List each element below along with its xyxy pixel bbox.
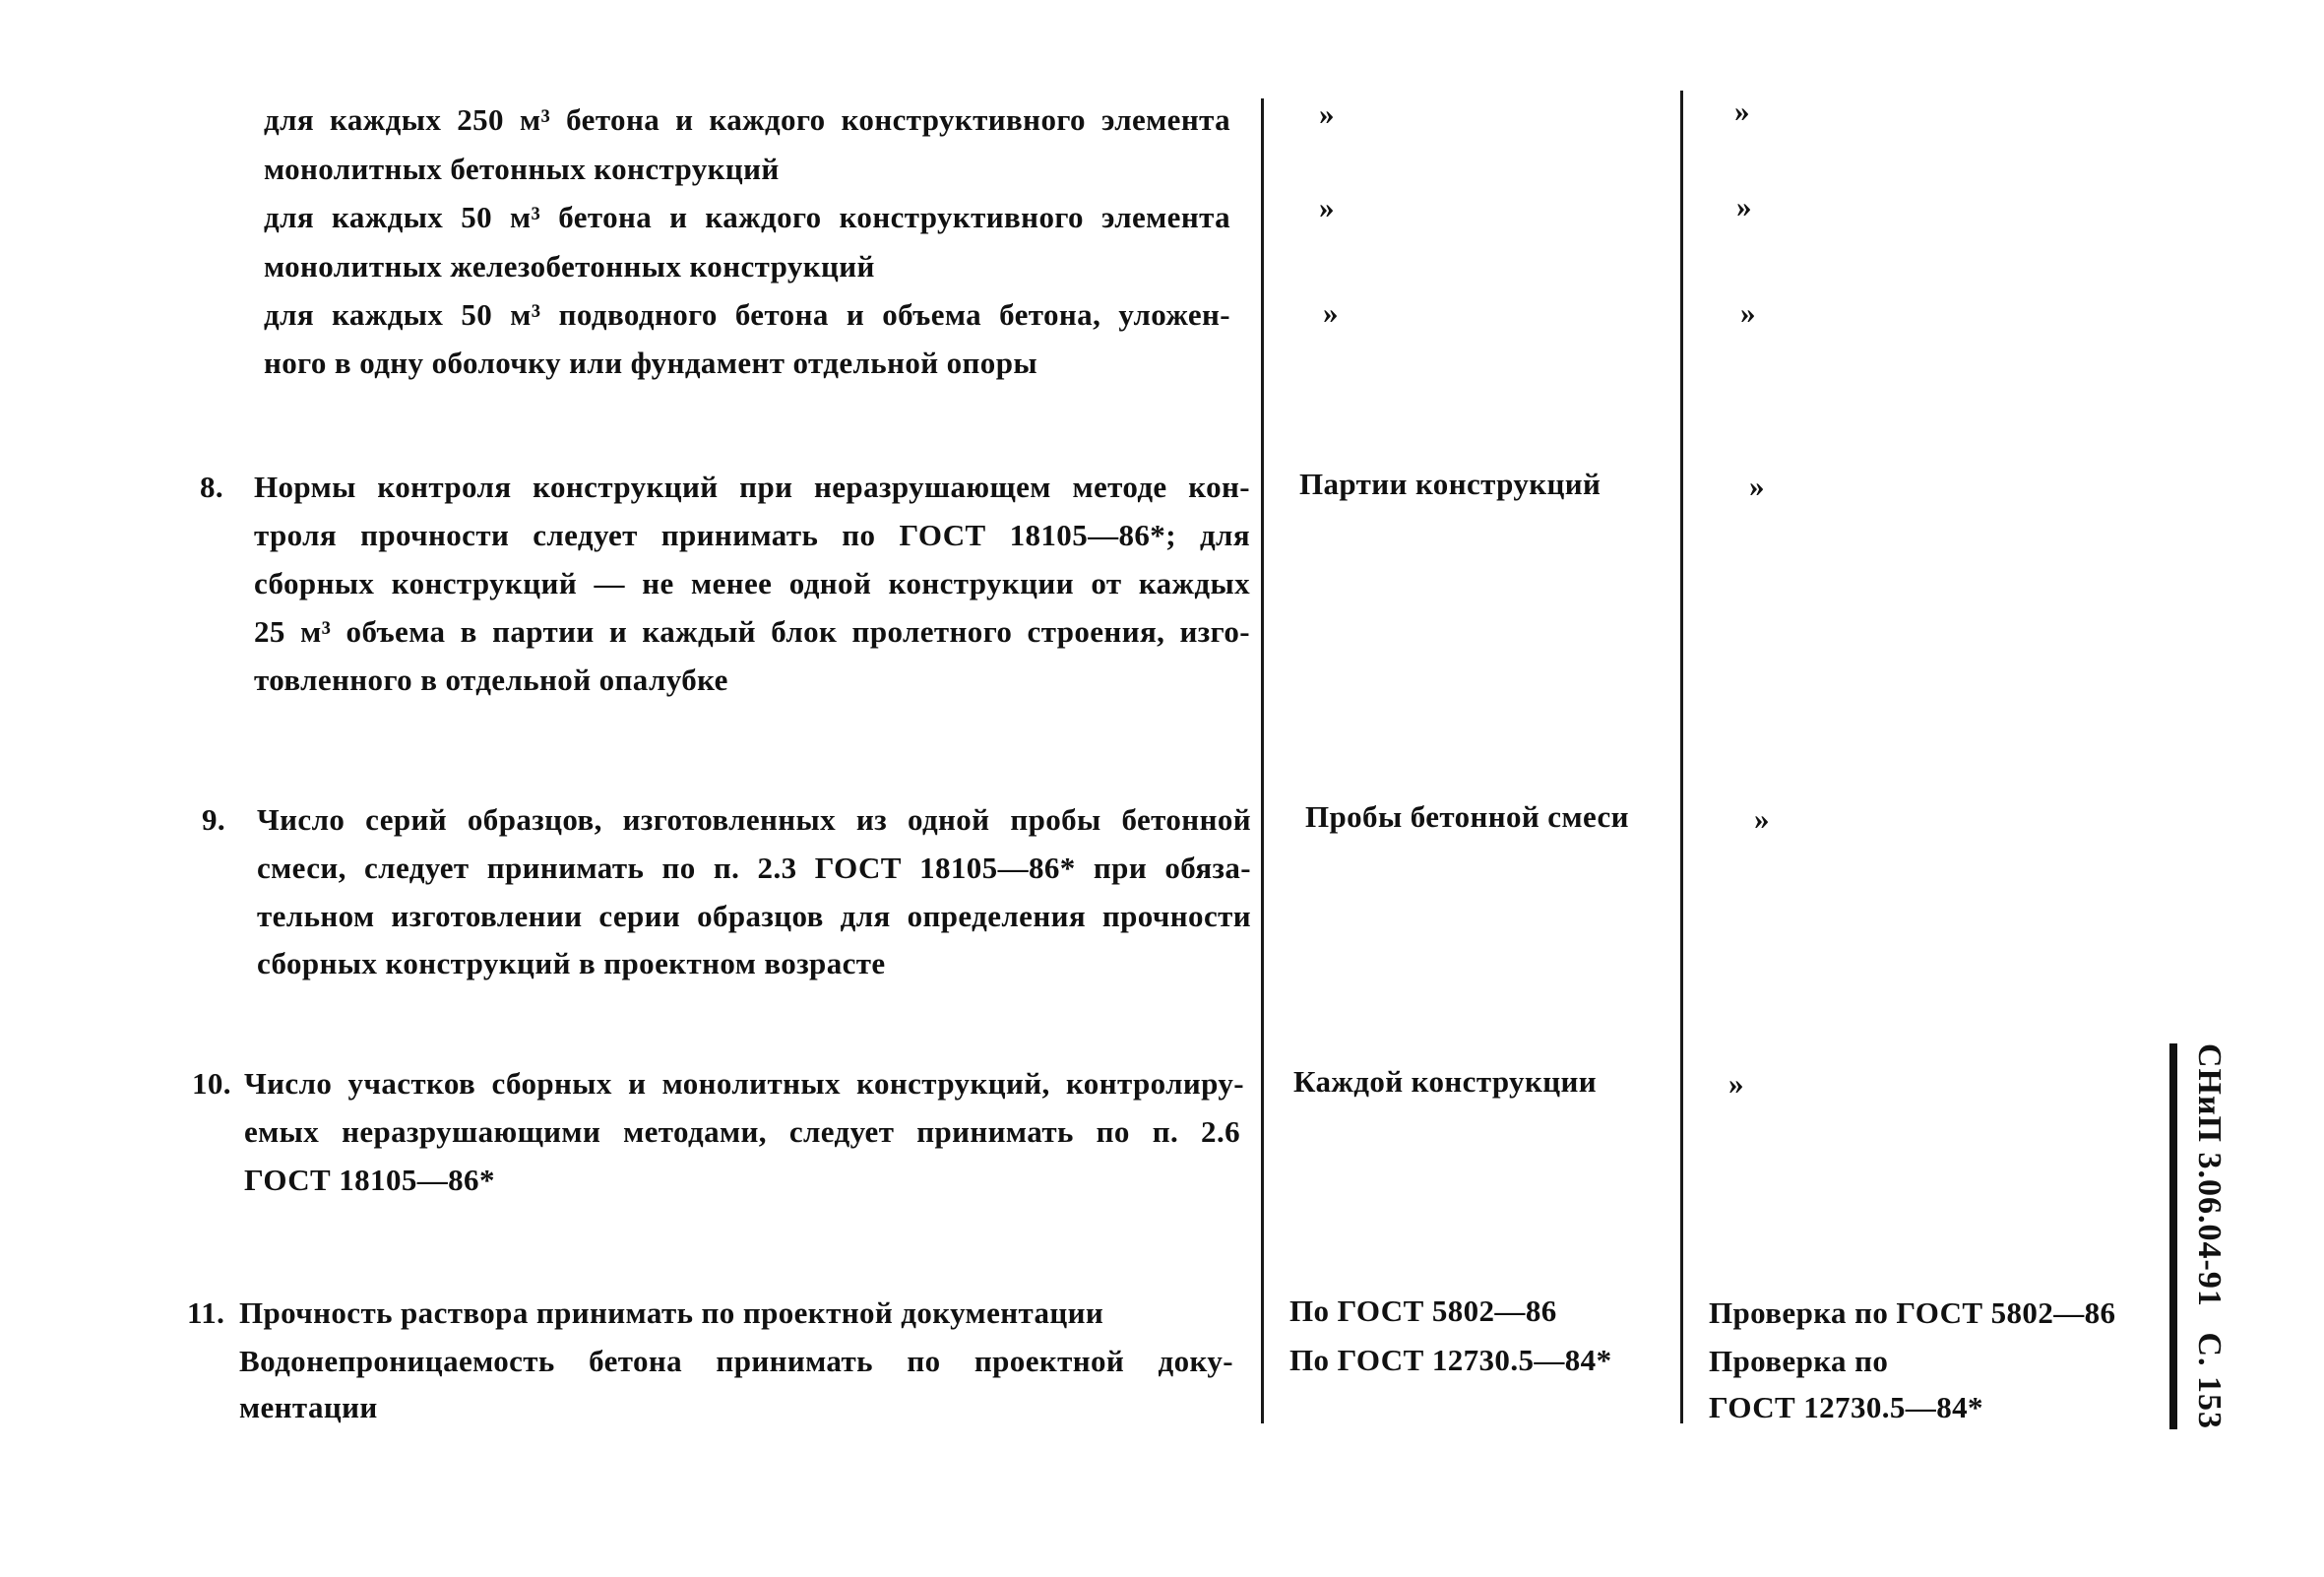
running-head-rule: [2169, 1043, 2177, 1429]
document-code: СНиП 3.06.04-91: [2191, 1043, 2228, 1307]
continuation-line: для каждых 50 м³ подводного бетона и объема бетона, уложен-: [264, 297, 1230, 332]
ditto-mark: »: [1323, 295, 1339, 330]
item-text-line: Число участков сборных и монолитных конструкций, контролиру-: [244, 1066, 1244, 1101]
continuation-line: для каждых 50 м³ бетона и каждого конструктивного элемента: [264, 200, 1230, 234]
item-text-line: емых неразрушающими методами, следует принимать по п. 2.6: [244, 1114, 1240, 1149]
continuation-line: монолитных железобетонных конструкций: [264, 249, 875, 284]
ditto-mark: »: [1734, 94, 1750, 128]
control-unit: Каждой конструкции: [1293, 1064, 1597, 1099]
page-number: С. 153: [2191, 1332, 2228, 1429]
continuation-line: ного в одну оболочку или фундамент отдельной опоры: [264, 346, 1037, 380]
item-text-line: тельном изготовлении серии образцов для определения прочности: [257, 899, 1251, 933]
check-method: Проверка по: [1709, 1344, 1889, 1378]
check-method: Проверка по ГОСТ 5802—86: [1709, 1295, 2116, 1330]
item-text-line: 25 м³ объема в партии и каждый блок пролетного строения, изго-: [254, 614, 1250, 649]
item-text-line: Прочность раствора принимать по проектной документации: [239, 1295, 1104, 1330]
item-text-line: смеси, следует принимать по п. 2.3 ГОСТ 18105—86* при обяза-: [257, 851, 1251, 885]
ditto-mark: »: [1740, 295, 1756, 330]
control-unit: По ГОСТ 12730.5—84*: [1289, 1343, 1612, 1377]
item-text-line: сборных конструкций — не менее одной конструкции от каждых: [254, 566, 1250, 600]
item-number: 9.: [202, 802, 226, 837]
ditto-mark: »: [1736, 189, 1752, 223]
check-method: ГОСТ 12730.5—84*: [1709, 1390, 1983, 1424]
ditto-mark: »: [1319, 96, 1335, 131]
item-text-line: ментации: [239, 1390, 378, 1424]
control-unit: По ГОСТ 5802—86: [1289, 1293, 1557, 1328]
item-number: 10.: [192, 1066, 231, 1101]
item-text-line: товленного в отдельной опалубке: [254, 662, 728, 697]
ditto-mark: »: [1728, 1066, 1744, 1101]
running-head: [2181, 1043, 2236, 1429]
item-number: 8.: [200, 470, 224, 504]
column-rule-right: [1680, 91, 1683, 1423]
item-text-line: Водонепроницаемость бетона принимать по проектной доку-: [239, 1344, 1233, 1378]
continuation-line: монолитных бетонных конструкций: [264, 152, 780, 186]
item-text-line: троля прочности следует принимать по ГОСТ 18105—86*; для: [254, 518, 1250, 552]
item-text-line: Нормы контроля конструкций при неразрушающем методе кон-: [254, 470, 1250, 504]
item-text-line: Число серий образцов, изготовленных из одной пробы бетонной: [257, 802, 1251, 837]
ditto-mark: »: [1749, 469, 1765, 503]
control-unit: Партии конструкций: [1299, 467, 1602, 501]
continuation-line: для каждых 250 м³ бетона и каждого конструктивного элемента: [264, 102, 1230, 137]
ditto-mark: »: [1319, 190, 1335, 224]
column-rule-left: [1261, 98, 1264, 1423]
item-text-line: сборных конструкций в проектном возрасте: [257, 946, 886, 980]
control-unit: Пробы бетонной смеси: [1305, 799, 1629, 834]
ditto-mark: »: [1754, 801, 1770, 836]
item-number: 11.: [187, 1295, 225, 1330]
item-text-line: ГОСТ 18105—86*: [244, 1163, 495, 1197]
